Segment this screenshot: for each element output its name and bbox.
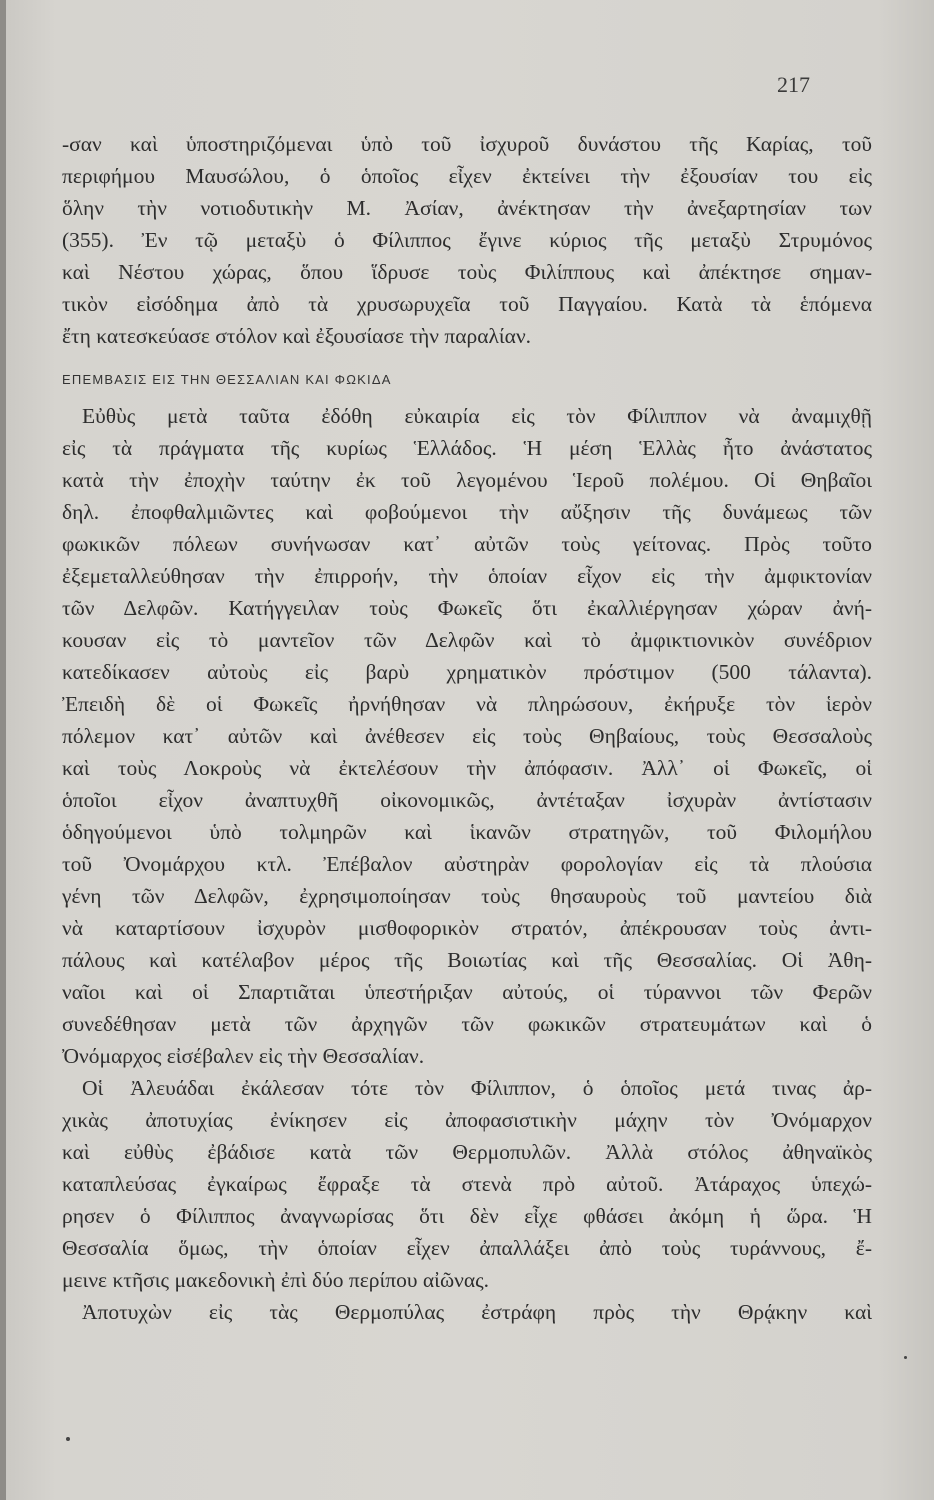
text-line: καταπλεύσας ἐγκαίρως ἔφραξε τὰ στενὰ πρὸ αὐτοῦ. Ἀτάραχος ὑπεχώ- bbox=[62, 1172, 872, 1196]
text-line: ὁδηγούμενοι ὑπὸ τολμηρῶν καὶ ἱκανῶν στρατηγῶν, τοῦ Φιλομήλου bbox=[62, 820, 872, 844]
text-line: Ὀνόμαρχος εἰσέβαλεν εἰς τὴν Θεσσαλίαν. bbox=[62, 1044, 425, 1068]
text-line: καὶ τοὺς Λοκροὺς νὰ ἐκτελέσουν τὴν ἀπόφασιν. Ἀλλ᾽ οἱ Φωκεῖς, οἱ bbox=[62, 756, 872, 780]
text-line: νὰ καταρτίσουν ἰσχυρὸν μισθοφορικὸν στρατόν, ἀπέκρουσαν τοὺς ἀντι- bbox=[62, 916, 872, 940]
text-line: ναῖοι καὶ οἱ Σπαρτιᾶται ὑπεστήριξαν αὐτούς, οἱ τύραννοι τῶν Φερῶν bbox=[62, 980, 872, 1004]
ink-speck bbox=[66, 1437, 70, 1441]
text-line: τοῦ Ὀνομάρχου κτλ. Ἐπέβαλον αὐστηρὰν φορολογίαν εἰς τὰ πλούσια bbox=[62, 852, 872, 876]
text-line: τικὸν εἰσόδημα ἀπὸ τὰ χρυσωρυχεῖα τοῦ Παγγαίου. Κατὰ τὰ ἑπόμενα bbox=[62, 292, 872, 316]
text-line: ρησεν ὁ Φίλιππος ἀναγνωρίσας ὅτι δὲν εἶχε φθάσει ἀκόμη ἡ ὥρα. Ἡ bbox=[62, 1204, 872, 1228]
text-line: χικὰς ἀποτυχίας ἐνίκησεν εἰς ἀποφασιστικὴν μάχην τὸν Ὀνόμαρχον bbox=[62, 1108, 872, 1132]
text-line: γένη τῶν Δελφῶν, ἐχρησιμοποίησαν τοὺς θησαυροὺς τοῦ μαντείου διὰ bbox=[62, 884, 872, 908]
text-line: φωκικῶν πόλεων συνήνωσαν κατ᾽ αὐτῶν τοὺς γείτονας. Πρὸς τοῦτο bbox=[62, 532, 872, 556]
paragraph-1 bbox=[62, 128, 872, 352]
text-line: εἰς τὰ πράγματα τῆς κυρίως Ἑλλάδος. Ἡ μέση Ἑλλὰς ἦτο ἀνάστατος bbox=[62, 436, 872, 460]
text-line: -σαν καὶ ὑποστηριζόμεναι ὑπὸ τοῦ ἰσχυροῦ δυνάστου τῆς Καρίας, τοῦ bbox=[62, 132, 872, 156]
text-line: Εὐθὺς μετὰ ταῦτα ἐδόθη εὐκαιρία εἰς τὸν Φίλιππον νὰ ἀναμιχθῇ bbox=[82, 404, 872, 428]
text-line: Ἀποτυχὼν εἰς τὰς Θερμοπύλας ἐστράφη πρὸς τὴν Θρᾴκην καὶ bbox=[82, 1300, 872, 1324]
paragraph-3 bbox=[62, 1072, 872, 1296]
text-line: Θεσσαλία ὅμως, τὴν ὁποίαν εἶχεν ἀπαλλάξει ἀπὸ τοὺς τυράννους, ἔ- bbox=[62, 1236, 872, 1260]
page-number: 217 bbox=[777, 72, 810, 97]
text-line: περιφήμου Μαυσώλου, ὁ ὁποῖος εἶχεν ἐκτείνει τὴν ἐξουσίαν του εἰς bbox=[62, 164, 872, 188]
text-line: Οἱ Ἀλευάδαι ἐκάλεσαν τότε τὸν Φίλιππον, ὁ ὁποῖος μετά τινας ἀρ- bbox=[82, 1076, 872, 1100]
text-line: κατεδίκασεν αὐτοὺς εἰς βαρὺ χρηματικὸν πρόστιμον (500 τάλαντα). bbox=[62, 660, 872, 684]
text-line: τῶν Δελφῶν. Κατήγγειλαν τοὺς Φωκεῖς ὅτι ἐκαλλιέργησαν χώραν ἀνή- bbox=[62, 596, 872, 620]
text-line: καὶ εὐθὺς ἐβάδισε κατὰ τῶν Θερμοπυλῶν. Ἀλλὰ στόλος ἀθηναϊκὸς bbox=[62, 1140, 872, 1164]
body-text bbox=[62, 128, 872, 1328]
text-line: Ἐπειδὴ δὲ οἱ Φωκεῖς ἠρνήθησαν νὰ πληρώσουν, ἐκήρυξε τὸν ἱερὸν bbox=[62, 692, 872, 716]
text-line: ὁποῖοι εἶχον ἀναπτυχθῆ οἰκονομικῶς, ἀντέταξαν ἰσχυρὰν ἀντίστασιν bbox=[62, 788, 872, 812]
text-line: ὅλην τὴν νοτιοδυτικὴν Μ. Ἀσίαν, ἀνέκτησαν τὴν ἀνεξαρτησίαν των bbox=[62, 196, 872, 220]
section-heading: ΕΠΕΜΒΑΣΙΣ ΕΙΣ ΤΗΝ ΘΕΣΣΑΛΙΑΝ ΚΑΙ ΦΩΚΙΔΑ bbox=[62, 372, 392, 387]
text-line: καὶ Νέστου χώρας, ὅπου ἵδρυσε τοὺς Φιλίππους καὶ ἀπέκτησε σημαν- bbox=[62, 260, 872, 284]
text-line: δηλ. ἐποφθαλμιῶντες καὶ φοβούμενοι τὴν αὔξησιν τῆς δυνάμεως τῶν bbox=[62, 500, 872, 524]
page-binding-edge bbox=[0, 0, 6, 1500]
ink-speck bbox=[904, 1356, 907, 1359]
text-line: πάλους καὶ κατέλαβον μέρος τῆς Βοιωτίας καὶ τῆς Θεσσαλίας. Οἱ Ἀθη- bbox=[62, 948, 872, 972]
text-line: μεινε κτῆσις μακεδονικὴ ἐπὶ δύο περίπου αἰῶνας. bbox=[62, 1268, 489, 1292]
text-line: κουσαν εἰς τὸ μαντεῖον τῶν Δελφῶν καὶ τὸ ἀμφικτιονικὸν συνέδριον bbox=[62, 628, 872, 652]
text-line: πόλεμον κατ᾽ αὐτῶν καὶ ἀνέθεσεν εἰς τοὺς Θηβαίους, τοὺς Θεσσαλοὺς bbox=[62, 724, 872, 748]
paragraph-2 bbox=[62, 400, 872, 1072]
text-line: συνεδέθησαν μετὰ τῶν ἀρχηγῶν τῶν φωκικῶν στρατευμάτων καὶ ὁ bbox=[62, 1012, 872, 1036]
text-line: (355). Ἐν τῷ μεταξὺ ὁ Φίλιππος ἔγινε κύριος τῆς μεταξὺ Στρυμόνος bbox=[62, 228, 872, 252]
text-line: κατὰ τὴν ἐποχὴν ταύτην ἐκ τοῦ λεγομένου Ἱεροῦ πολέμου. Οἱ Θηβαῖοι bbox=[62, 468, 872, 492]
text-line: ἔτη κατεσκεύασε στόλον καὶ ἐξουσίασε τὴν παραλίαν. bbox=[62, 324, 532, 348]
paragraph-4 bbox=[62, 1296, 872, 1328]
text-line: ἐξεμεταλλεύθησαν τὴν ἐπιρροήν, τὴν ὁποίαν εἶχον εἰς τὴν ἀμφικτονίαν bbox=[62, 564, 872, 588]
